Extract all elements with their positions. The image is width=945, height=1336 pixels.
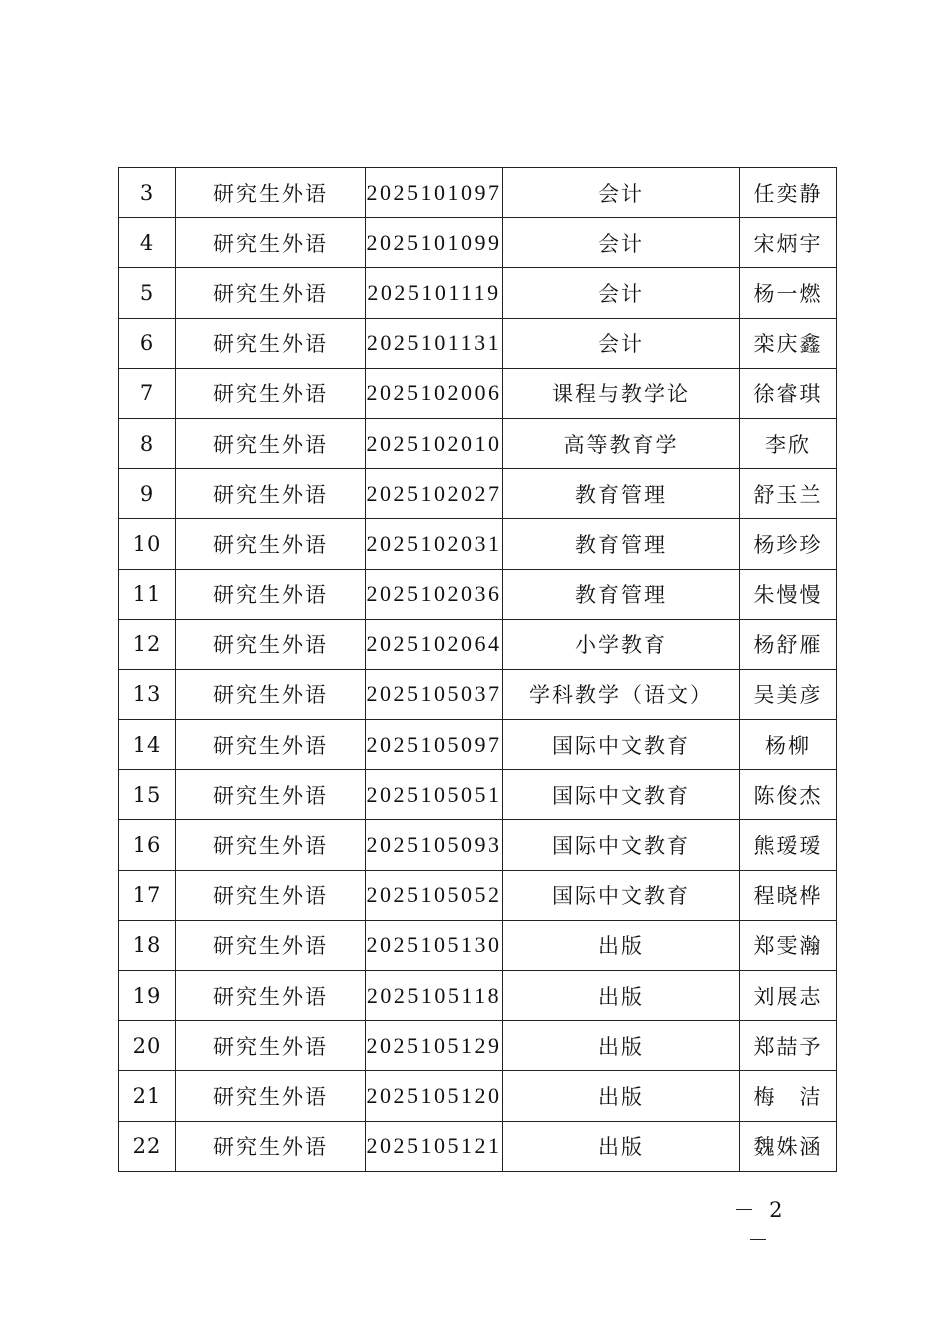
table-row <box>119 1071 837 1121</box>
row-number-cell: 13 <box>119 669 176 719</box>
student-id-cell: 2025102027 <box>366 469 503 519</box>
student-id-cell: 2025102031 <box>366 519 503 569</box>
row-number-cell: 16 <box>119 820 176 870</box>
exam-type-cell: 研究生外语 <box>176 971 366 1021</box>
student-id-cell: 2025105118 <box>366 971 503 1021</box>
major-cell: 国际中文教育 <box>503 720 740 770</box>
row-number-cell: 3 <box>119 168 176 218</box>
major-cell: 教育管理 <box>503 519 740 569</box>
table-row <box>119 519 837 569</box>
exam-type-cell: 研究生外语 <box>176 720 366 770</box>
row-number-cell: 15 <box>119 770 176 820</box>
major-cell: 出版 <box>503 1071 740 1121</box>
exam-type-cell: 研究生外语 <box>176 1021 366 1071</box>
row-number-cell: 17 <box>119 870 176 920</box>
major-cell: 小学教育 <box>503 619 740 669</box>
student-name-cell: 刘展志 <box>740 971 837 1021</box>
table-row <box>119 770 837 820</box>
row-number-cell: 5 <box>119 268 176 318</box>
student-id-cell: 2025102010 <box>366 418 503 468</box>
student-id-cell: 2025101119 <box>366 268 503 318</box>
major-cell: 会计 <box>503 268 740 318</box>
student-id-cell: 2025102064 <box>366 619 503 669</box>
exam-type-cell: 研究生外语 <box>176 870 366 920</box>
table-row <box>119 168 837 218</box>
exam-type-cell: 研究生外语 <box>176 268 366 318</box>
exam-type-cell: 研究生外语 <box>176 820 366 870</box>
student-id-cell: 2025105130 <box>366 920 503 970</box>
student-id-cell: 2025102036 <box>366 569 503 619</box>
student-id-cell: 2025105051 <box>366 770 503 820</box>
student-roster-table <box>118 167 837 1172</box>
table-row <box>119 569 837 619</box>
table-row <box>119 1021 837 1071</box>
student-name-cell: 朱慢慢 <box>740 569 837 619</box>
major-cell: 会计 <box>503 168 740 218</box>
student-id-cell: 2025105052 <box>366 870 503 920</box>
major-cell: 出版 <box>503 971 740 1021</box>
major-cell: 国际中文教育 <box>503 820 740 870</box>
student-name-cell: 熊瑷瑷 <box>740 820 837 870</box>
exam-type-cell: 研究生外语 <box>176 218 366 268</box>
major-cell: 高等教育学 <box>503 418 740 468</box>
student-name-cell: 任奕静 <box>740 168 837 218</box>
table-row <box>119 820 837 870</box>
row-number-cell: 19 <box>119 971 176 1021</box>
row-number-cell: 20 <box>119 1021 176 1071</box>
row-number-cell: 4 <box>119 218 176 268</box>
student-name-cell: 徐睿琪 <box>740 368 837 418</box>
page-number: － 2 － <box>733 1198 787 1252</box>
table-row <box>119 720 837 770</box>
table-row <box>119 669 837 719</box>
student-id-cell: 2025101097 <box>366 168 503 218</box>
row-number-cell: 14 <box>119 720 176 770</box>
student-name-cell: 杨柳 <box>740 720 837 770</box>
table-row <box>119 418 837 468</box>
student-id-cell: 2025105120 <box>366 1071 503 1121</box>
table-row <box>119 218 837 268</box>
student-name-cell: 陈俊杰 <box>740 770 837 820</box>
student-id-cell: 2025105129 <box>366 1021 503 1071</box>
student-name-cell: 舒玉兰 <box>740 469 837 519</box>
table-row <box>119 268 837 318</box>
row-number-cell: 6 <box>119 318 176 368</box>
exam-type-cell: 研究生外语 <box>176 418 366 468</box>
table-row <box>119 368 837 418</box>
student-name-cell: 宋炳宇 <box>740 218 837 268</box>
student-id-cell: 2025105097 <box>366 720 503 770</box>
student-name-cell: 吴美彦 <box>740 669 837 719</box>
exam-type-cell: 研究生外语 <box>176 1121 366 1171</box>
table-row <box>119 619 837 669</box>
exam-type-cell: 研究生外语 <box>176 770 366 820</box>
major-cell: 课程与教学论 <box>503 368 740 418</box>
exam-type-cell: 研究生外语 <box>176 569 366 619</box>
student-name-cell: 杨一燃 <box>740 268 837 318</box>
major-cell: 学科教学（语文） <box>503 669 740 719</box>
table-row <box>119 920 837 970</box>
student-name-cell: 杨珍珍 <box>740 519 837 569</box>
exam-type-cell: 研究生外语 <box>176 519 366 569</box>
student-name-cell: 魏姝涵 <box>740 1121 837 1171</box>
exam-type-cell: 研究生外语 <box>176 318 366 368</box>
major-cell: 教育管理 <box>503 569 740 619</box>
student-name-cell: 郑喆予 <box>740 1021 837 1071</box>
row-number-cell: 12 <box>119 619 176 669</box>
row-number-cell: 10 <box>119 519 176 569</box>
exam-type-cell: 研究生外语 <box>176 168 366 218</box>
student-name-cell: 杨舒雁 <box>740 619 837 669</box>
student-name-cell: 程晓桦 <box>740 870 837 920</box>
row-number-cell: 7 <box>119 368 176 418</box>
row-number-cell: 8 <box>119 418 176 468</box>
student-id-cell: 2025105093 <box>366 820 503 870</box>
student-name-cell: 李欣 <box>740 418 837 468</box>
student-id-cell: 2025102006 <box>366 368 503 418</box>
major-cell: 教育管理 <box>503 469 740 519</box>
row-number-cell: 9 <box>119 469 176 519</box>
row-number-cell: 18 <box>119 920 176 970</box>
roster-body <box>119 168 837 1172</box>
table-row <box>119 318 837 368</box>
major-cell: 出版 <box>503 1021 740 1071</box>
row-number-cell: 11 <box>119 569 176 619</box>
student-name-cell: 郑雯瀚 <box>740 920 837 970</box>
student-name-cell: 栾庆鑫 <box>740 318 837 368</box>
row-number-cell: 22 <box>119 1121 176 1171</box>
exam-type-cell: 研究生外语 <box>176 1071 366 1121</box>
major-cell: 会计 <box>503 218 740 268</box>
exam-type-cell: 研究生外语 <box>176 669 366 719</box>
student-id-cell: 2025101131 <box>366 318 503 368</box>
exam-type-cell: 研究生外语 <box>176 619 366 669</box>
major-cell: 出版 <box>503 920 740 970</box>
major-cell: 国际中文教育 <box>503 870 740 920</box>
exam-type-cell: 研究生外语 <box>176 469 366 519</box>
table-row <box>119 1121 837 1171</box>
exam-type-cell: 研究生外语 <box>176 368 366 418</box>
exam-type-cell: 研究生外语 <box>176 920 366 970</box>
major-cell: 出版 <box>503 1121 740 1171</box>
student-id-cell: 2025101099 <box>366 218 503 268</box>
major-cell: 国际中文教育 <box>503 770 740 820</box>
table-row <box>119 469 837 519</box>
row-number-cell: 21 <box>119 1071 176 1121</box>
table-row <box>119 971 837 1021</box>
major-cell: 会计 <box>503 318 740 368</box>
student-id-cell: 2025105121 <box>366 1121 503 1171</box>
student-name-cell: 梅 洁 <box>740 1071 837 1121</box>
student-id-cell: 2025105037 <box>366 669 503 719</box>
table-row <box>119 870 837 920</box>
